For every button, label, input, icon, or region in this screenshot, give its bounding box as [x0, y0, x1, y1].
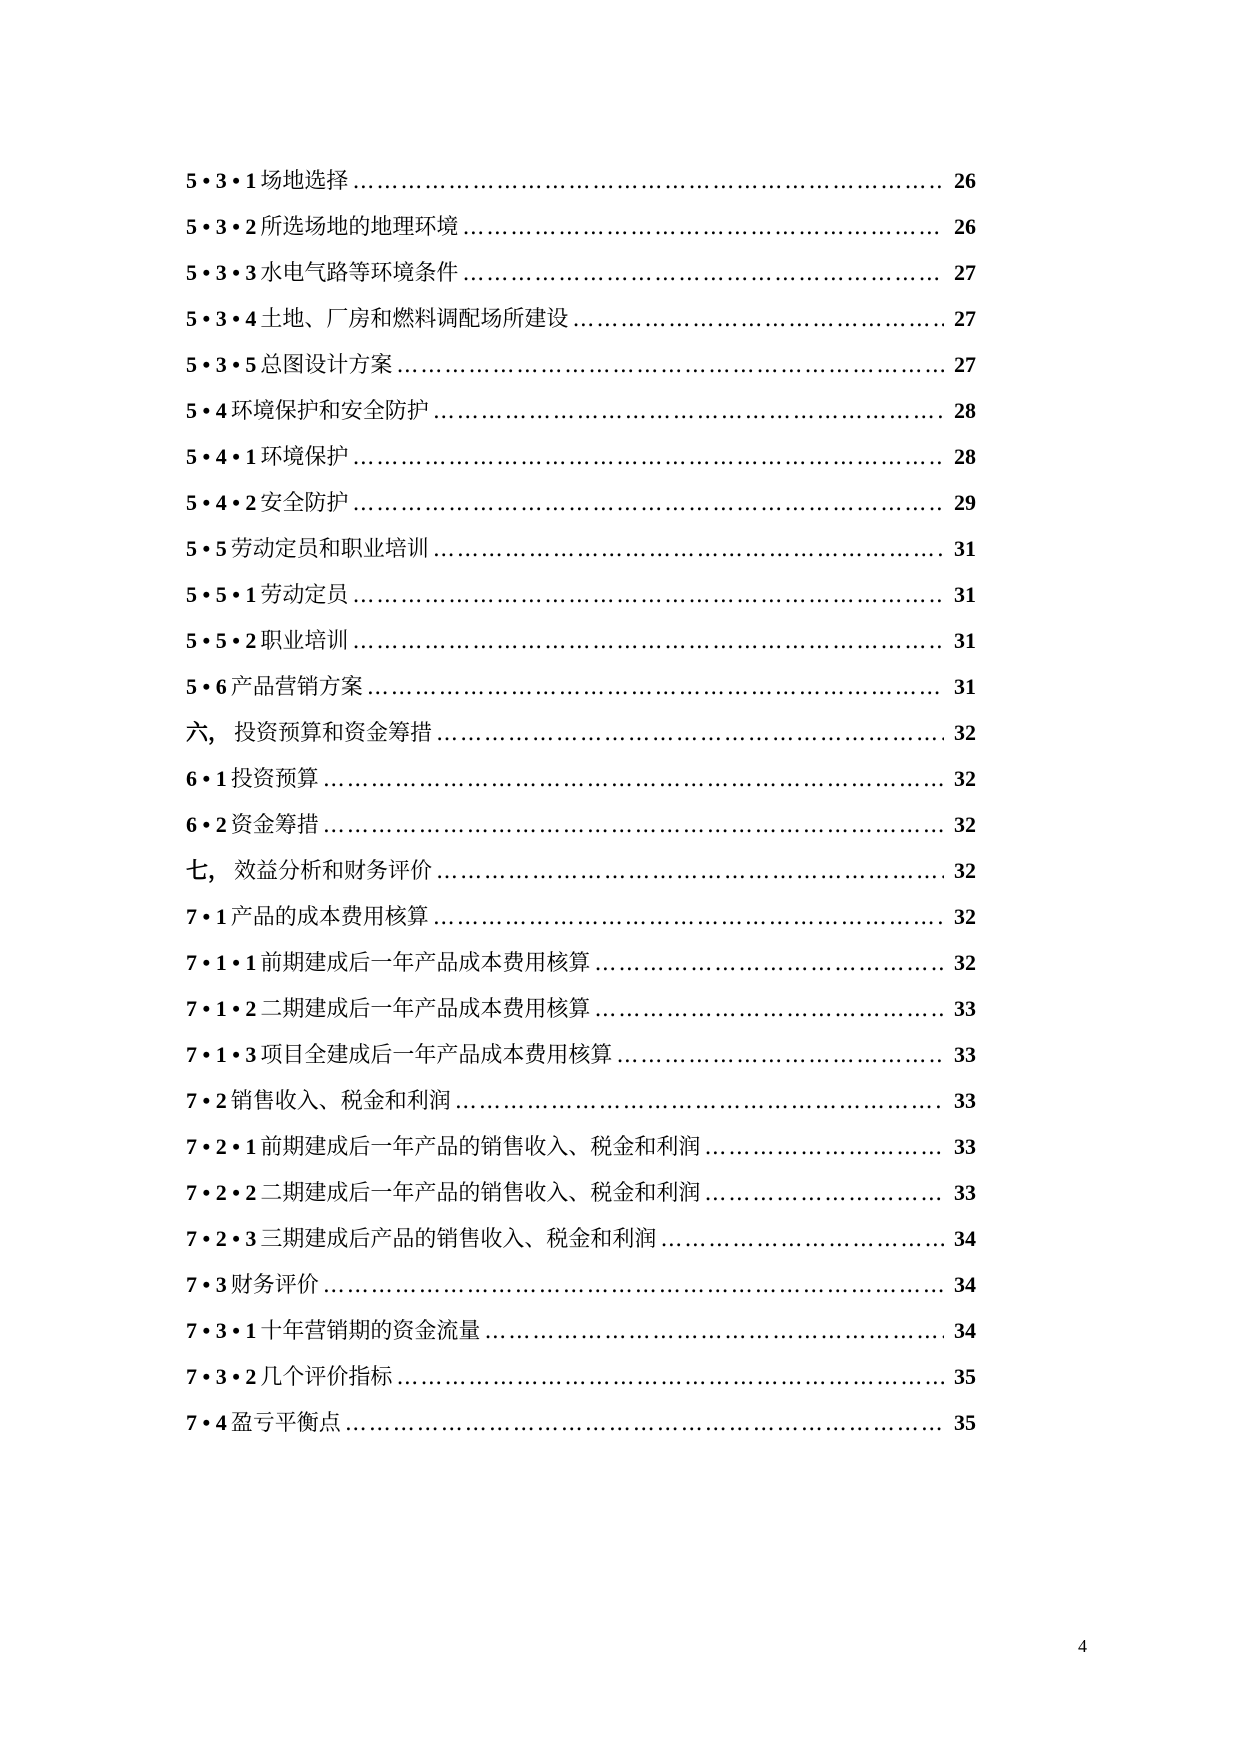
- toc-entry[interactable]: [186, 1308, 976, 1354]
- toc-entry-number: 7 • 2 • 2: [186, 1180, 257, 1205]
- dot-leader: [704, 1171, 944, 1217]
- dot-leader: [323, 757, 944, 803]
- toc-entry-page: 33: [954, 1180, 976, 1205]
- dot-leader: [462, 205, 944, 251]
- dot-leader: [436, 849, 944, 895]
- toc-entry[interactable]: [186, 158, 976, 204]
- toc-entry-number: 7 • 1 • 3: [186, 1042, 257, 1067]
- toc-entry-page: 26: [954, 214, 976, 239]
- toc-entry-page: 28: [954, 398, 976, 423]
- toc-entry-page: 27: [954, 352, 976, 377]
- dot-leader: [352, 159, 944, 205]
- toc-entry[interactable]: [186, 1078, 976, 1124]
- dot-leader: [484, 1309, 944, 1355]
- toc-entry-number: 5 • 3 • 2: [186, 214, 257, 239]
- dot-leader: [704, 1125, 944, 1171]
- toc-entry[interactable]: [186, 1262, 976, 1308]
- toc-entry-page: 33: [954, 1088, 976, 1113]
- toc-entry-title: 土地、厂房和燃料调配场所建设: [260, 307, 569, 332]
- toc-entry-number: 7 • 3 • 2: [186, 1364, 257, 1389]
- toc-entry-title: 场地选择: [260, 169, 349, 194]
- toc-entry-page: 35: [954, 1410, 976, 1435]
- toc-entry-number: 5 • 4 • 2: [186, 490, 257, 515]
- toc-entry[interactable]: [186, 986, 976, 1032]
- toc-entry-number: 7 • 1: [186, 904, 227, 929]
- toc-entry-number: 6 • 2: [186, 812, 227, 837]
- toc-entry-number: 7 • 2 • 3: [186, 1226, 257, 1251]
- dot-leader: [345, 1401, 944, 1447]
- toc-entry-number: 7 • 1 • 2: [186, 996, 257, 1021]
- toc-entry[interactable]: [186, 204, 976, 250]
- toc-entry-title: 劳动定员和职业培训: [230, 537, 429, 562]
- toc-entry[interactable]: [186, 434, 976, 480]
- dot-leader: [462, 251, 944, 297]
- toc-entry-page: 32: [954, 812, 976, 837]
- toc-entry-page: 34: [954, 1226, 976, 1251]
- toc-entry-title: 前期建成后一年产品的销售收入、税金和利润: [260, 1135, 701, 1160]
- dot-leader: [594, 941, 944, 987]
- toc-entry-title: 销售收入、税金和利润: [230, 1089, 451, 1114]
- toc-entry-page: 33: [954, 1134, 976, 1159]
- toc-entry-number: 7 • 3: [186, 1272, 227, 1297]
- toc-entry[interactable]: [186, 664, 976, 710]
- toc-entry-title: 财务评价: [230, 1273, 319, 1298]
- dot-leader: [396, 1355, 944, 1401]
- toc-entry-title: 环境保护: [260, 445, 349, 470]
- toc-entry[interactable]: [186, 1216, 976, 1262]
- toc-entry-title: 环境保护和安全防护: [230, 399, 429, 424]
- toc-entry[interactable]: [186, 1400, 976, 1446]
- dot-leader: [433, 895, 944, 941]
- toc-entry-number: 5 • 5 • 2: [186, 628, 257, 653]
- dot-leader: [660, 1217, 944, 1263]
- dot-leader: [436, 711, 944, 757]
- toc-entry[interactable]: [186, 526, 976, 572]
- dot-leader: [396, 343, 944, 389]
- toc-entry[interactable]: [186, 618, 976, 664]
- toc-entry-title: 项目全建成后一年产品成本费用核算: [260, 1043, 613, 1068]
- dot-leader: [616, 1033, 944, 1079]
- toc-entry-page: 34: [954, 1272, 976, 1297]
- toc-entry[interactable]: [186, 1124, 976, 1170]
- toc-entry-page: 33: [954, 996, 976, 1021]
- toc-entry-page: 26: [954, 168, 976, 193]
- toc-entry-page: 32: [954, 720, 976, 745]
- toc-entry-title: 劳动定员: [260, 583, 349, 608]
- dot-leader: [594, 987, 944, 1033]
- toc-entry-number: 7 • 2 • 1: [186, 1134, 257, 1159]
- toc-entry-number: 6 • 1: [186, 766, 227, 791]
- toc-entry-number: 5 • 6: [186, 674, 227, 699]
- toc-entry-page: 32: [954, 904, 976, 929]
- toc-entry-page: 31: [954, 674, 976, 699]
- toc-entry-number: 7 • 1 • 1: [186, 950, 257, 975]
- toc-entry[interactable]: [186, 480, 976, 526]
- dot-leader: [323, 803, 944, 849]
- toc-entry-page: 34: [954, 1318, 976, 1343]
- toc-entry[interactable]: [186, 802, 976, 848]
- toc-entry-title: 所选场地的地理环境: [260, 215, 459, 240]
- toc-entry-title: 产品的成本费用核算: [230, 905, 429, 930]
- dot-leader: [433, 527, 944, 573]
- toc-entry-title: 水电气路等环境条件: [260, 261, 459, 286]
- toc-entry-title: 前期建成后一年产品成本费用核算: [260, 951, 591, 976]
- toc-entry-number: 5 • 3 • 4: [186, 306, 257, 331]
- toc-entry-page: 32: [954, 950, 976, 975]
- toc-entry-page: 31: [954, 582, 976, 607]
- toc-entry[interactable]: [186, 1170, 976, 1216]
- toc-entry-number: 六，: [186, 720, 231, 745]
- toc-entry-page: 29: [954, 490, 976, 515]
- dot-leader: [455, 1079, 944, 1125]
- toc-entry[interactable]: [186, 940, 976, 986]
- toc-entry[interactable]: [186, 388, 976, 434]
- toc-entry-number: 5 • 3 • 3: [186, 260, 257, 285]
- toc-entry-number: 7 • 4: [186, 1410, 227, 1435]
- dot-leader: [323, 1263, 944, 1309]
- toc-entry-title: 效益分析和财务评价: [234, 859, 433, 884]
- toc-entry[interactable]: [186, 342, 976, 388]
- toc-entry-page: 31: [954, 536, 976, 561]
- toc-entry[interactable]: [186, 710, 976, 756]
- toc-entry-number: 5 • 4: [186, 398, 227, 423]
- toc-entry-page: 32: [954, 766, 976, 791]
- toc-entry-title: 产品营销方案: [230, 675, 363, 700]
- toc-entry-number: 7 • 3 • 1: [186, 1318, 257, 1343]
- dot-leader: [352, 435, 944, 481]
- toc-entry[interactable]: [186, 1032, 976, 1078]
- toc-entry-number: 5 • 5: [186, 536, 227, 561]
- dot-leader: [352, 573, 944, 619]
- toc-entry-title: 三期建成后产品的销售收入、税金和利润: [260, 1227, 657, 1252]
- toc-entry[interactable]: [186, 1354, 976, 1400]
- toc-entry-title: 职业培训: [260, 629, 349, 654]
- toc-entry-number: 5 • 5 • 1: [186, 582, 257, 607]
- toc-entry-title: 二期建成后一年产品成本费用核算: [260, 997, 591, 1022]
- toc-entry[interactable]: [186, 572, 976, 618]
- toc-entry[interactable]: [186, 756, 976, 802]
- table-of-contents: [186, 158, 976, 1446]
- toc-entry-title: 二期建成后一年产品的销售收入、税金和利润: [260, 1181, 701, 1206]
- toc-entry[interactable]: [186, 250, 976, 296]
- toc-entry-number: 七，: [186, 858, 231, 883]
- toc-entry-page: 32: [954, 858, 976, 883]
- page-number: 4: [1078, 1636, 1087, 1656]
- toc-entry[interactable]: [186, 296, 976, 342]
- toc-entry-page: 28: [954, 444, 976, 469]
- toc-entry-title: 投资预算和资金筹措: [234, 721, 433, 746]
- dot-leader: [572, 297, 944, 343]
- toc-entry-title: 安全防护: [260, 491, 349, 516]
- toc-entry-title: 资金筹措: [230, 813, 319, 838]
- toc-entry-number: 5 • 3 • 5: [186, 352, 257, 377]
- toc-entry[interactable]: [186, 894, 976, 940]
- dot-leader: [352, 481, 944, 527]
- toc-entry-title: 总图设计方案: [260, 353, 393, 378]
- toc-entry-number: 5 • 3 • 1: [186, 168, 257, 193]
- toc-entry-page: 31: [954, 628, 976, 653]
- toc-entry-page: 33: [954, 1042, 976, 1067]
- toc-entry-page: 27: [954, 260, 976, 285]
- toc-entry-page: 35: [954, 1364, 976, 1389]
- toc-entry-title: 十年营销期的资金流量: [260, 1319, 481, 1344]
- toc-entry[interactable]: [186, 848, 976, 894]
- dot-leader: [352, 619, 944, 665]
- dot-leader: [433, 389, 944, 435]
- toc-entry-title: 投资预算: [230, 767, 319, 792]
- toc-entry-number: 7 • 2: [186, 1088, 227, 1113]
- dot-leader: [367, 665, 944, 711]
- toc-entry-title: 几个评价指标: [260, 1365, 393, 1390]
- toc-entry-number: 5 • 4 • 1: [186, 444, 257, 469]
- toc-entry-title: 盈亏平衡点: [230, 1411, 341, 1436]
- toc-entry-page: 27: [954, 306, 976, 331]
